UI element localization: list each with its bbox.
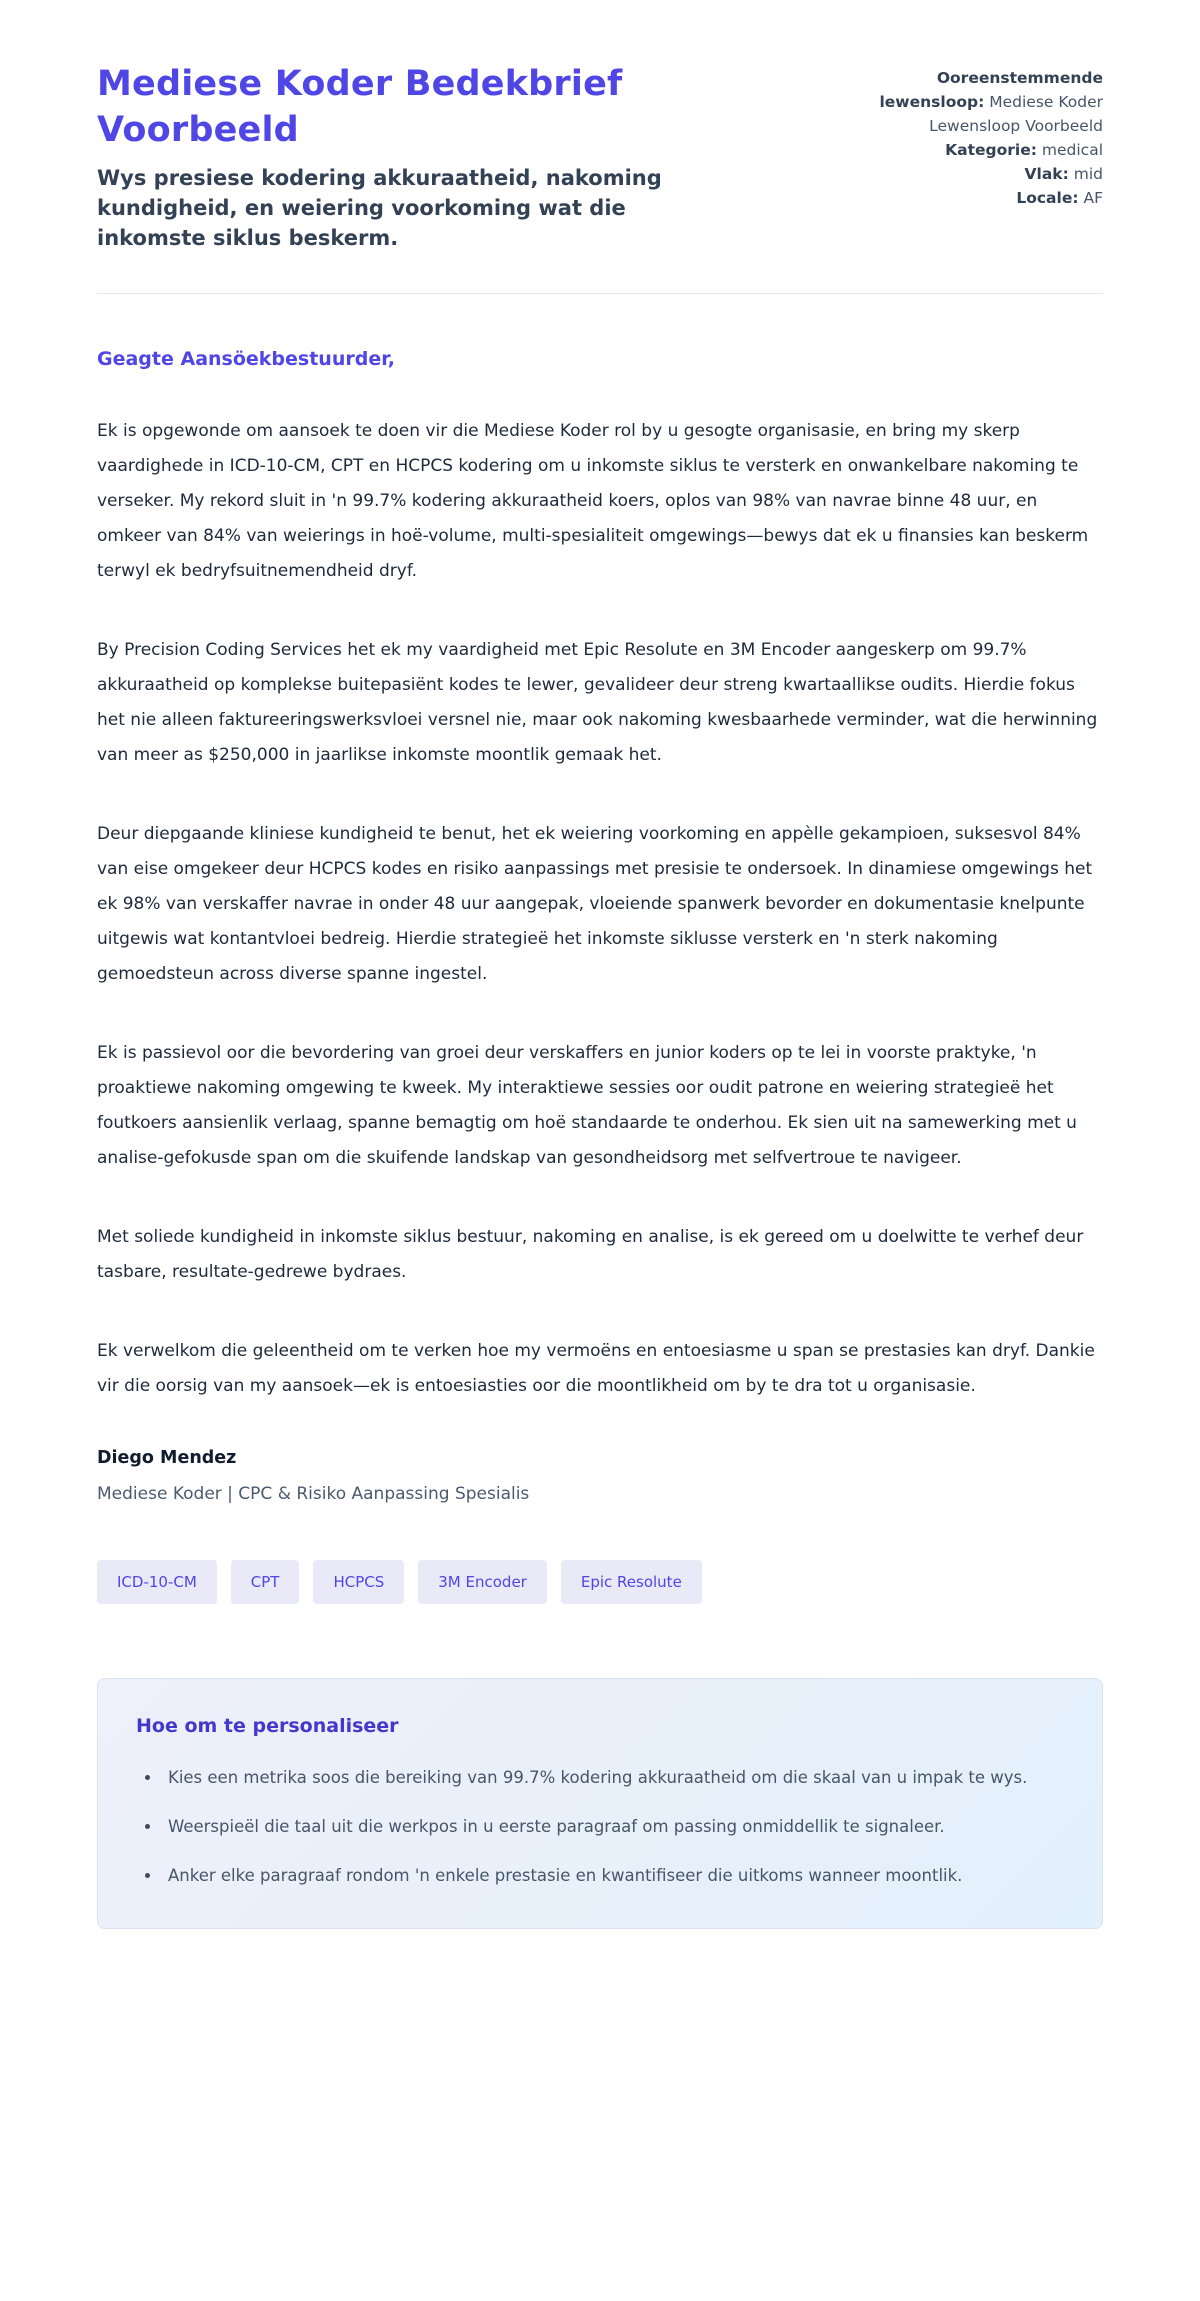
meta-label: Ooreenstemmende lewensloop: — [879, 69, 1103, 112]
letter-paragraph: By Precision Coding Services het ek my vaardigheid met Epic Resolute en 3M Encoder aangeskerp om 99.7% akkuraatheid op komplekse buitepasiënt kodes te lewer, gevalideer deur streng kwartaallikse oudits. Hierdie fokus het nie alleen faktureeringswerksvloei versnel nie, maar ook nakoming kwesbaarhede verminder, wat die herwinning van meer as $250,000 in jaarlikse inkomste moontlik gemaak het. — [97, 640, 1098, 766]
letter-paragraph: Ek verwelkom die geleentheid om te verken hoe my vermoëns en entoesiasme u span se prestasies kan dryf. Dankie vir die oorsig van my aansoek—ek is entoesiasties oor die moontlikheid om by te dra tot u organisasie. — [97, 1341, 1095, 1397]
meta-row-category — [851, 138, 1103, 162]
skill-tag: 3M Encoder — [418, 1560, 547, 1604]
meta-row-locale — [851, 186, 1103, 210]
callout-bullet: • Kies een metrika soos die bereiking van 99.7% kodering akkuraatheid om die skaal van u impak te wys. — [162, 1761, 1064, 1794]
resume-meta — [851, 62, 1103, 210]
skill-tags — [97, 1560, 1103, 1604]
meta-label: Kategorie: — [945, 141, 1037, 160]
skill-tag: Epic Resolute — [561, 1560, 702, 1604]
meta-row-resume — [851, 66, 1103, 138]
skill-tag: CPT — [231, 1560, 300, 1604]
letter-paragraph: Ek is opgewonde om aansoek te doen vir die Mediese Koder rol by u gesogte organisasie, en bring my skerp vaardighede in ICD-10-CM, CPT en HCPCS kodering om u inkomste siklus te versterk en onwankelbare nakoming te verseker. My rekord sluit in 'n 99.7% kodering akkuraatheid koers, oplos van 98% van navrae binne 48 uur, en omkeer van 84% van weierings in hoë-volume, multi-spesialiteit omgewings—bewys dat ek u finansies kan beskerm terwyl ek bedryfsuitnemendheid dryf. — [97, 421, 1089, 582]
page-title: Mediese Koder Bedekbrief Voorbeeld — [97, 64, 623, 150]
cover-letter-page — [97, 0, 1103, 1999]
letter-paragraph: Ek is passievol oor die bevordering van groei deur verskaffers en junior koders op te lei in voorste praktyke, 'n proaktiewe nakoming omgewing te kweek. My interaktiewe sessies oor oudit patrone en weiering strategieë het foutkoers aansienlik verlaag, spanne bemagtig om hoë standaarde te onderhou. Ek sien uit na samewerking met u analise-gefokusde span om die skuifende landskap van gesondheidsorg met selfvertroue te navigeer. — [97, 1043, 1077, 1169]
callout-title: Hoe om te personaliseer — [136, 1715, 399, 1738]
signature-name: Diego Mendez — [97, 1448, 237, 1469]
skill-tag: ICD-10-CM — [97, 1560, 217, 1604]
meta-value: medical — [1041, 141, 1103, 160]
page-subtitle: Wys presiese kodering akkuraatheid, nakoming kundigheid, en weiering voorkoming wat die inkomste siklus beskerm. — [97, 166, 662, 251]
callout-bullet: • Weerspieël die taal uit die werkpos in u eerste paragraaf om passing onmiddellik te signaleer. — [162, 1810, 1064, 1843]
letter-greeting: Geagte Aansöekbestuurder, — [97, 348, 396, 371]
skill-tag: HCPCS — [313, 1560, 404, 1604]
personalize-callout — [97, 1678, 1103, 1929]
letter-paragraph: Deur diepgaande kliniese kundigheid te benut, het ek weiering voorkoming en appèlle gekampioen, suksesvol 84% van eise omgekeer deur HCPCS kodes en risiko aanpassings met presisie te ondersoek. In dinamiese omgewings het ek 98% van verskaffer navrae in onder 48 uur aangepak, vloeiende spanwerk bevorder en dokumentasie knelpunte uitgewis wat kontantvloei bedreig. Hierdie strategieë het inkomste siklusse versterk en 'n sterk nakoming gemoedsteun across diverse spanne ingestel. — [97, 824, 1093, 985]
letter-paragraph: Met soliede kundigheid in inkomste siklus bestuur, nakoming en analise, is ek gereed om u doelwitte te verhef deur tasbare, resultate-gedrewe bydraes. — [97, 1227, 1084, 1283]
meta-value: mid — [1073, 165, 1103, 184]
meta-value: Mediese Koder Lewensloop Voorbeeld — [929, 93, 1103, 136]
callout-bullet: • Anker elke paragraaf rondom 'n enkele prestasie en kwantifiseer die uitkoms wanneer moontlik. — [162, 1859, 1064, 1892]
header-title-block — [97, 62, 737, 253]
callout-list — [136, 1761, 1064, 1892]
header-divider — [97, 293, 1103, 294]
meta-label: Locale: — [1016, 189, 1079, 208]
signature-block — [97, 1448, 1103, 1504]
meta-value: AF — [1083, 189, 1103, 208]
meta-row-level — [851, 162, 1103, 186]
meta-label: Vlak: — [1024, 165, 1069, 184]
header — [97, 62, 1103, 253]
signature-role: Mediese Koder | CPC & Risiko Aanpassing Spesialis — [97, 1484, 530, 1505]
letter-body — [97, 348, 1103, 1504]
